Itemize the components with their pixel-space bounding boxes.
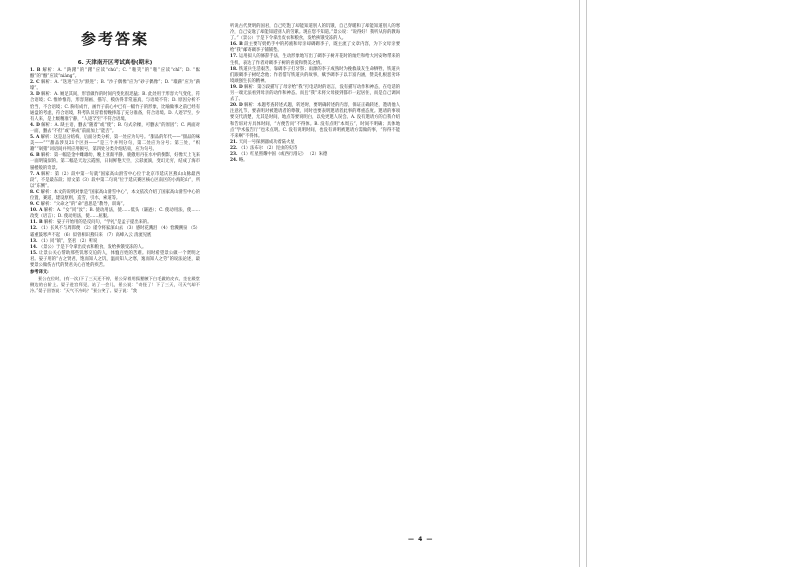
answer-text: 段主要写奶奶手中的药液和母亲却碉砌李子，既主流了文章内容，为下文母亲要给“我”邮寄碉李子铺铺垫。 xyxy=(230,42,400,54)
answer-text: 略。 xyxy=(238,158,248,164)
answer-number: 18. xyxy=(230,66,238,72)
answer-text: 运用拟人的修辞手法，生动形象地写出了碉李子树开花时的灿烂和给大河安吻带来的生机，表达了作者对碉李子树的喜爱和赞美之情。 xyxy=(230,54,400,66)
center-fold-line xyxy=(579,0,580,567)
answer-number: 23. xyxy=(230,151,238,157)
page-edge-line xyxy=(586,0,587,567)
answer-item xyxy=(30,68,200,80)
answer-number: 19. D xyxy=(230,84,243,90)
answer-text: 解析：这是总分结构，后面分类分析，第一处应为句号。“甜品的年代——“甜品的味美——””“甜品涉及21个区县——”是三个并列分句，第二处应为分号；第三处，“织籍”“剁猪”词语间并列应用顿号，第四处分类介绍结束，应为句号。 xyxy=(30,135,200,153)
answer-text: 听说古代贤明的国君，自己吃饱了却能知道别人的饥饿，自己穿暖和了却能知道别人的寒冷，自己安逸了却能知道别人的劳累。现在您不知道。”景公说：“说得好！我听从你的教诲了。”（景公）于是下令拿出皮衣和粮食，发给挨饿受冻的人。 xyxy=(230,24,400,42)
answer-text: 解析：第⑤段描写了母亲给“我”打电话时的语言，没有描写动作和神态，在电话的另一端无法看到母亲的动作和神态。而且“我”未将父母接到都市一起居住，而是自己调回去了。 xyxy=(230,84,400,103)
translation-text: 景公在位时，(有一次)下了三天还不停，景公穿着用狐狸腋下白毛做的皮衣，坐在殿堂侧边的台阶上。晏子进宫拜见，站了一会儿，景公说：“奇怪了！下了三天，可天气却不冷。”晏子回答说：“天气不冷吗？”景公笑了。晏子说：“我 xyxy=(30,276,200,294)
answer-number: 14. xyxy=(30,244,38,250)
answer-item xyxy=(30,226,200,238)
answer-text: 解析：本文的说明对象是“国家高山滑雪中心”，本文依次介绍了国家高山滑雪中心的位置，赛道，建设原则，造雪，引水，索道等。 xyxy=(30,189,200,201)
answer-text: （1）同“镇”，坚君 （2）听说 xyxy=(38,238,98,244)
answer-item xyxy=(230,158,400,164)
answer-number: 8. C xyxy=(30,189,40,195)
page-title: 参考答案 xyxy=(80,30,149,48)
translation-heading: 参考译文: xyxy=(30,270,49,276)
answer-text: 解析：A. 厕足其间，形容做作的时间内变化很迅猛；B. 此处用于形容大气变化，符合语境；C. 惟妙惟肖，形容刻画、描写、模仿得非常逼真，与语境不符；D. 原因分析不恰当，不合语境；C. 胸有成竹，画竹子前心中已有一幅竹子的形象，比喻做事之前已经有通盘的考虑，符合语境，科考队员冒着傍晚摔落了充分准备，符合语境。D. 人迹罕至，少有人来，是上级精准宁静，“人迹罕至”不符合语境。 xyxy=(30,92,200,122)
answer-text: 解析：A. “踌躇”的“躇”应读“chú”；C. “嗤笑”的“嗤”应读“chī”；D. “酝酿”的“酿”应读“niàng”。 xyxy=(30,68,200,80)
answer-number: 9. C xyxy=(30,202,40,208)
answer-text: （1）法布尔 （2）昆虫的史诗 xyxy=(238,145,298,151)
answer-number: 15. xyxy=(30,250,38,256)
answer-item xyxy=(30,190,200,202)
answer-item xyxy=(30,80,200,92)
answer-number: 6. B xyxy=(30,153,40,159)
answer-number: 24. xyxy=(230,158,238,164)
answer-text: 解析：A. 缺主语，删去“随着”或“使”；B. 句式杂糅，可删去“的原因”；C. 两面对一面，删去“不但”或“养成”前面加上“能否”。 xyxy=(30,122,200,134)
answer-item xyxy=(230,42,400,54)
answer-page xyxy=(30,22,400,542)
answer-item xyxy=(30,172,200,190)
answer-text: （景公）于是下令拿出皮衣和粮食，发给挨饿受冻的人。 xyxy=(38,244,147,250)
answer-number: 13. xyxy=(30,238,38,244)
answer-text: 解析：A. “女”同“汝”；B. 使动用法，使……低头（谦逊）；C. 使动用法，使……改变（语言）；D. 使动用法，使……屈服。 xyxy=(30,208,200,220)
answer-text: 让景公关心帮助那些饥寒交迫的人，体恤百姓的苦难。同时希望景公做一个贤明之君。晏子用的“古之贤君，饱而知人之饥，温而知人之寒，逸而知人之劳”的说法论述，最要景公做伤古代的贤君关心百姓的疾苦。 xyxy=(30,250,200,268)
answer-number: 16. B xyxy=(230,42,243,48)
answer-text: （1）红星照耀中国（或西行漫记） （2）朱德 xyxy=(238,151,328,157)
answer-text: 天问一号探测器成功着陆火星 xyxy=(238,139,295,145)
left-column xyxy=(30,68,200,294)
answer-item xyxy=(230,103,400,140)
answer-text: （1）长风不与周郎便 （2）谨令将家深山去 （3）感时花溅泪 （4）恰溅溯泉 （5）霜重鼓寒声不起 （6）似曾相识燕归来 （7）高峰入云 清流见底 xyxy=(30,226,200,238)
answer-number: 21. xyxy=(230,139,238,145)
answer-number: 2. C xyxy=(30,80,40,86)
page-number: — 4 — xyxy=(408,536,434,543)
answer-item xyxy=(230,85,400,103)
answer-text: 解析：本题考查转述式题，转述时，要明确转述的内容，保证正确转述，邀请他人注意礼节，要表明对被邀请者的尊敬，同时也要表明邀请者此事的尊重态度。邀请的事项要交代清楚，尤其是时间，地点等要说明白，以免更邀人误会。A. 没有邀请方的自我介绍和告诉对方具体时间，“方便告问”不得体。B. 没有点明“本周五”，时间不明确；具体地点“学术报告厅”也未点明。C. 没有说明时间，也没有讲明被邀请方需做的事，“你得不能不来啊”不得体。 xyxy=(230,103,400,139)
answer-item xyxy=(30,251,200,269)
answer-number: 17. xyxy=(230,54,238,60)
answer-item xyxy=(30,153,200,171)
answer-item xyxy=(30,135,200,153)
answer-item xyxy=(30,92,200,122)
answer-number: 22. xyxy=(230,145,238,151)
answer-text: 解析：A. “迭进”应为“跌进”；B. “沙子偶像”应为“砂子偶像”；D. “壕薪”应为“薪壕”。 xyxy=(30,80,200,92)
answer-number: 11. B xyxy=(30,220,43,226)
answer-item xyxy=(230,67,400,85)
exam-title: 6. 天津南开区考试真卷(期末) xyxy=(77,60,153,66)
answer-text: 解析：第一幅是金中雌雄幼，晚上亚裔平静，鹿傲用丹在水中的倒影，好像天上飞来一面明镜似的。第二幅是天边云霞图，日间鲜艳天空，云彩流淌，变幻无穷，结成了海市蜃楼般的奇景。 xyxy=(30,153,200,171)
answer-number: 20. D xyxy=(230,103,243,109)
answer-item xyxy=(30,208,200,220)
right-column xyxy=(230,24,400,164)
answer-item xyxy=(30,123,200,135)
answer-number: 5. A xyxy=(30,135,40,141)
answer-number: 1. B xyxy=(30,68,41,73)
answer-number: 7. A xyxy=(30,171,40,177)
answer-number: 10. A xyxy=(30,208,43,214)
answer-text: 铁道兵生活艰苦，靠碉李子打牙祭；雨源的李子成熟时为挽救战友生命牺牲，铁道兵们跟碉李子树纪念他；作者借写铁道兵的故事，赋予碉李子以丰富内涵，赞美扎根恶劣环境顽强生长的精神。 xyxy=(230,66,400,84)
answer-item xyxy=(230,54,400,66)
answer-text: 解析：“父命之”的“命”意思是“教导，训诲”。 xyxy=(40,202,128,208)
answer-text: 解析：晏子开始用的是反问句，“学礼”是孟子提出来的。 xyxy=(43,220,152,226)
answer-text: 解析：第（2）段中第一句就“国家高山滑雪中心位于北京市延庆区燕山山脉最西段”，不是最东段；原文第（3）段中第二句说“位于延庆赛区核心区南区的小海陀山”，所以“东侧”。 xyxy=(30,171,200,189)
answer-number: 12. xyxy=(30,226,38,232)
answer-number: 4. D xyxy=(30,122,40,128)
answer-item xyxy=(230,24,400,42)
answer-number: 3. D xyxy=(30,92,40,98)
